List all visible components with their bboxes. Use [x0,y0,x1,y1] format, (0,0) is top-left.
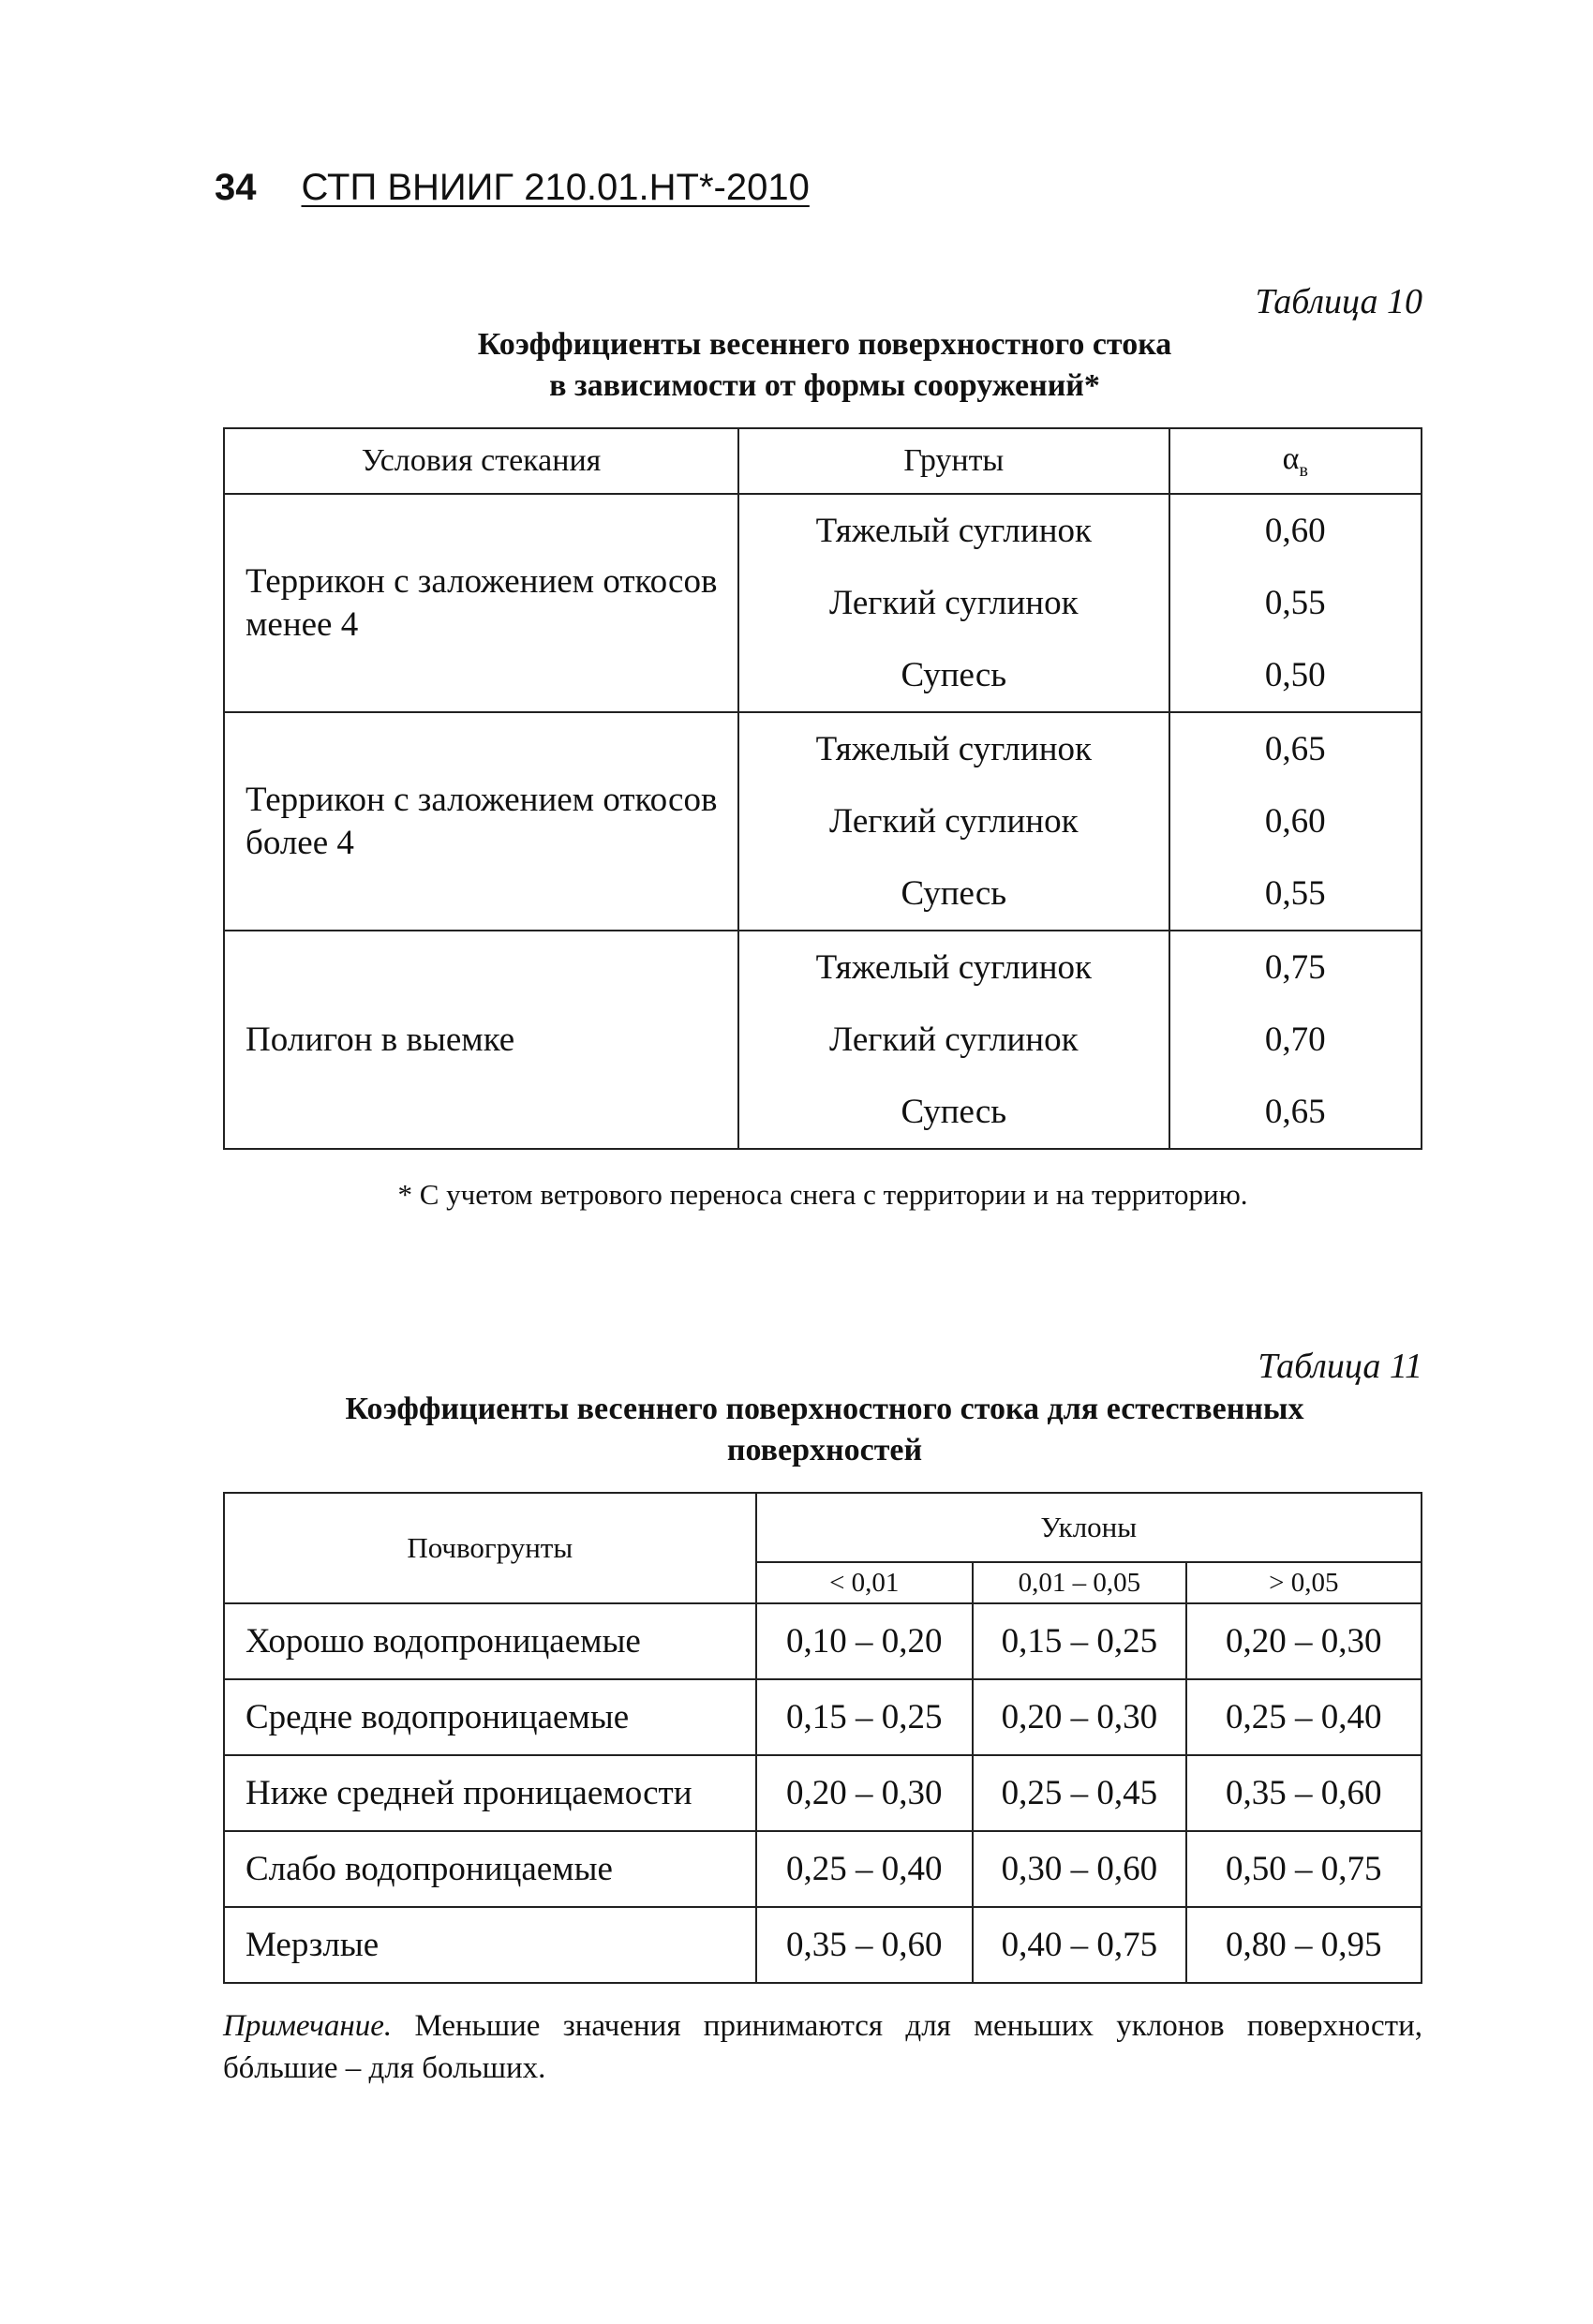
condition-cell: Террикон с заложением откосов более 4 [224,712,738,931]
condition-cell: Полигон в выемке [224,931,738,1149]
alpha-cell [1169,494,1422,712]
col-header-alpha [1169,428,1422,494]
col-header-soil: Почвогрунты [224,1493,756,1603]
coefficient-cell: 0,35 – 0,60 [1186,1755,1422,1831]
alpha-value: 0,60 [1264,512,1326,550]
coefficient-cell: 0,40 – 0,75 [973,1907,1186,1983]
soil-name: Тяжелый суглинок [815,730,1092,768]
alpha-value: 0,75 [1264,948,1326,987]
note-text: Меньшие значения принимаются для меньших уклонов поверхности, бóльшие – для больших. [223,2009,1422,2085]
soil-type-label: Средне водопроницаемые [224,1679,756,1755]
coefficient-cell: 0,50 – 0,75 [1186,1831,1422,1907]
soil-name: Тяжелый суглинок [815,948,1092,987]
table-10-title-line-2: в зависимости от формы сооружений* [549,368,1100,403]
alpha-subscript: в [1299,459,1308,481]
soil-cell [738,931,1169,1149]
table-11 [223,1492,1422,1984]
coefficient-cell: 0,25 – 0,40 [1186,1679,1422,1755]
coefficient-cell: 0,20 – 0,30 [756,1755,974,1831]
alpha-cell [1169,712,1422,931]
coefficient-cell: 0,80 – 0,95 [1186,1907,1422,1983]
alpha-value: 0,55 [1264,874,1326,913]
page-header [215,165,810,210]
soil-type-label: Хорошо водопроницаемые [224,1603,756,1679]
table-row [224,1603,1422,1679]
standard-code: СТП ВНИИГ 210.01.НТ*-2010 [301,167,810,208]
alpha-cell [1169,931,1422,1149]
soil-cell [738,712,1169,931]
coefficient-cell: 0,25 – 0,45 [973,1755,1186,1831]
soil-type-label: Мерзлые [224,1907,756,1983]
coefficient-cell: 0,10 – 0,20 [756,1603,974,1679]
col-header-soils: Грунты [738,428,1169,494]
table-11-header-row [224,1493,1422,1562]
coefficient-cell: 0,20 – 0,30 [1186,1603,1422,1679]
table-11-title-line-1: Коэффициенты весеннего поверхностного стока для естественных [345,1392,1304,1426]
table-10-title [225,324,1424,407]
table-row [224,931,1422,1149]
alpha-value: 0,55 [1264,584,1326,622]
table-11-note [223,2005,1422,2090]
table-11-title-line-2: поверхностей [726,1433,923,1467]
table-10-footnote: * С учетом ветрового переноса снега с территории и на территорию. [397,1178,1248,1211]
col-header-slopes: Уклоны [756,1493,1422,1562]
coefficient-cell: 0,35 – 0,60 [756,1907,974,1983]
table-11-title [225,1389,1424,1471]
soil-name: Супесь [901,1093,1007,1131]
table-10 [223,427,1422,1150]
col-header-slope-3: > 0,05 [1186,1562,1422,1603]
alpha-value: 0,70 [1264,1020,1326,1059]
soil-cell [738,494,1169,712]
soil-name: Легкий суглинок [829,584,1079,622]
table-row [224,712,1422,931]
soil-type-label: Ниже средней проницаемости [224,1755,756,1831]
table-10-title-line-1: Коэффициенты весеннего поверхностного стока [477,327,1172,362]
table-row [224,1907,1422,1983]
coefficient-cell: 0,25 – 0,40 [756,1831,974,1907]
soil-name: Тяжелый суглинок [815,512,1092,550]
col-header-slope-1: < 0,01 [756,1562,974,1603]
coefficient-cell: 0,20 – 0,30 [973,1679,1186,1755]
soil-name: Легкий суглинок [829,1020,1079,1059]
alpha-value: 0,60 [1264,802,1326,841]
table-row [224,494,1422,712]
soil-name: Легкий суглинок [829,802,1079,841]
col-header-slope-2: 0,01 – 0,05 [973,1562,1186,1603]
table-10-label: Таблица 10 [1255,282,1422,321]
coefficient-cell: 0,30 – 0,60 [973,1831,1186,1907]
alpha-symbol: α [1282,440,1300,476]
alpha-value: 0,65 [1264,730,1326,768]
coefficient-cell: 0,15 – 0,25 [973,1603,1186,1679]
note-label: Примечание. [223,2009,393,2043]
soil-type-label: Слабо водопроницаемые [224,1831,756,1907]
page-number: 34 [215,167,257,208]
table-row [224,1679,1422,1755]
col-header-conditions: Условия стекания [224,428,738,494]
condition-cell: Террикон с заложением откосов менее 4 [224,494,738,712]
soil-name: Супесь [901,656,1007,694]
alpha-value: 0,65 [1264,1093,1326,1131]
table-11-label: Таблица 11 [1258,1347,1422,1386]
table-row [224,1755,1422,1831]
table-10-header-row [224,428,1422,494]
soil-name: Супесь [901,874,1007,913]
table-row [224,1831,1422,1907]
alpha-value: 0,50 [1264,656,1326,694]
coefficient-cell: 0,15 – 0,25 [756,1679,974,1755]
